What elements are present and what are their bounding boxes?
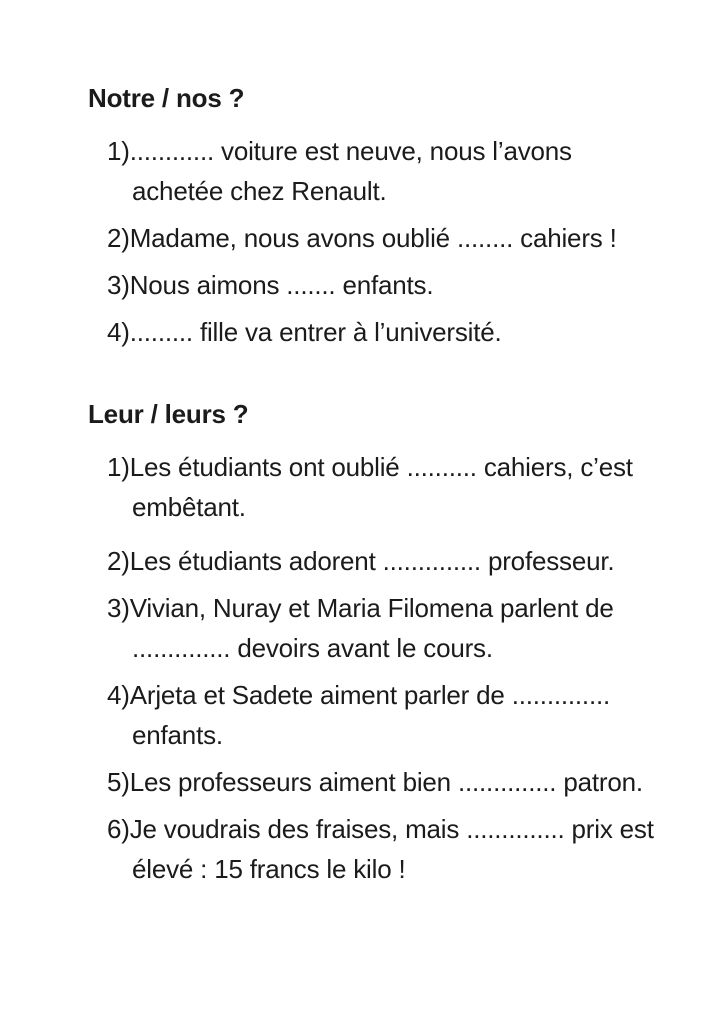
exercise-item [88,447,684,527]
item-number: 1) [107,452,130,482]
exercise-section-notre-nos [88,78,684,352]
item-line [107,447,684,487]
item-line [107,131,684,171]
item-number: 6) [107,814,130,844]
item-text: Je voudrais des fraises, mais .............. prix est [129,814,654,844]
item-line [107,312,684,352]
item-line: enfants. [132,720,223,750]
item-number: 2) [107,546,130,576]
exercise-section-leur-leurs [88,394,684,889]
item-line [107,809,684,849]
item-text: Nous aimons ....... enfants. [129,270,434,300]
item-number: 1) [107,136,130,166]
item-number: 3) [107,593,130,623]
item-line [107,675,684,715]
exercise-item [88,218,684,258]
item-text: Les étudiants ont oublié .......... cahiers, c’est [129,452,633,482]
item-number: 2) [107,223,130,253]
exercise-item [88,809,684,889]
exercise-item [88,675,684,755]
item-number: 3) [107,270,130,300]
item-line: achetée chez Renault. [132,176,387,206]
item-text: Les étudiants adorent .............. professeur. [129,546,615,576]
item-number: 4) [107,680,130,710]
section-title: Leur / leurs ? [88,399,249,429]
item-line: élevé : 15 francs le kilo ! [132,854,406,884]
item-line: .............. devoirs avant le cours. [132,633,493,663]
item-text: Les professeurs aiment bien .............. patron. [129,767,643,797]
item-text: Vivian, Nuray et Maria Filomena parlent de [129,593,614,623]
exercise-item [88,131,684,211]
item-line [107,541,684,581]
exercise-item [88,762,684,802]
exercise-item [88,265,684,305]
exercise-item [88,312,684,352]
exercise-item [88,541,684,581]
item-text: ............ voiture est neuve, nous l’avons [129,136,572,166]
section-title: Notre / nos ? [88,83,245,113]
item-text: Madame, nous avons oublié ........ cahiers ! [129,223,617,253]
item-text: ......... fille va entrer à l’université. [129,317,502,347]
item-line [107,265,684,305]
item-number: 4) [107,317,130,347]
item-number: 5) [107,767,130,797]
exercise-item [88,588,684,668]
item-text: Arjeta et Sadete aiment parler de .............. [129,680,611,710]
item-line [107,588,684,628]
item-line [107,218,684,258]
item-line: embêtant. [132,492,246,522]
item-line [107,762,684,802]
